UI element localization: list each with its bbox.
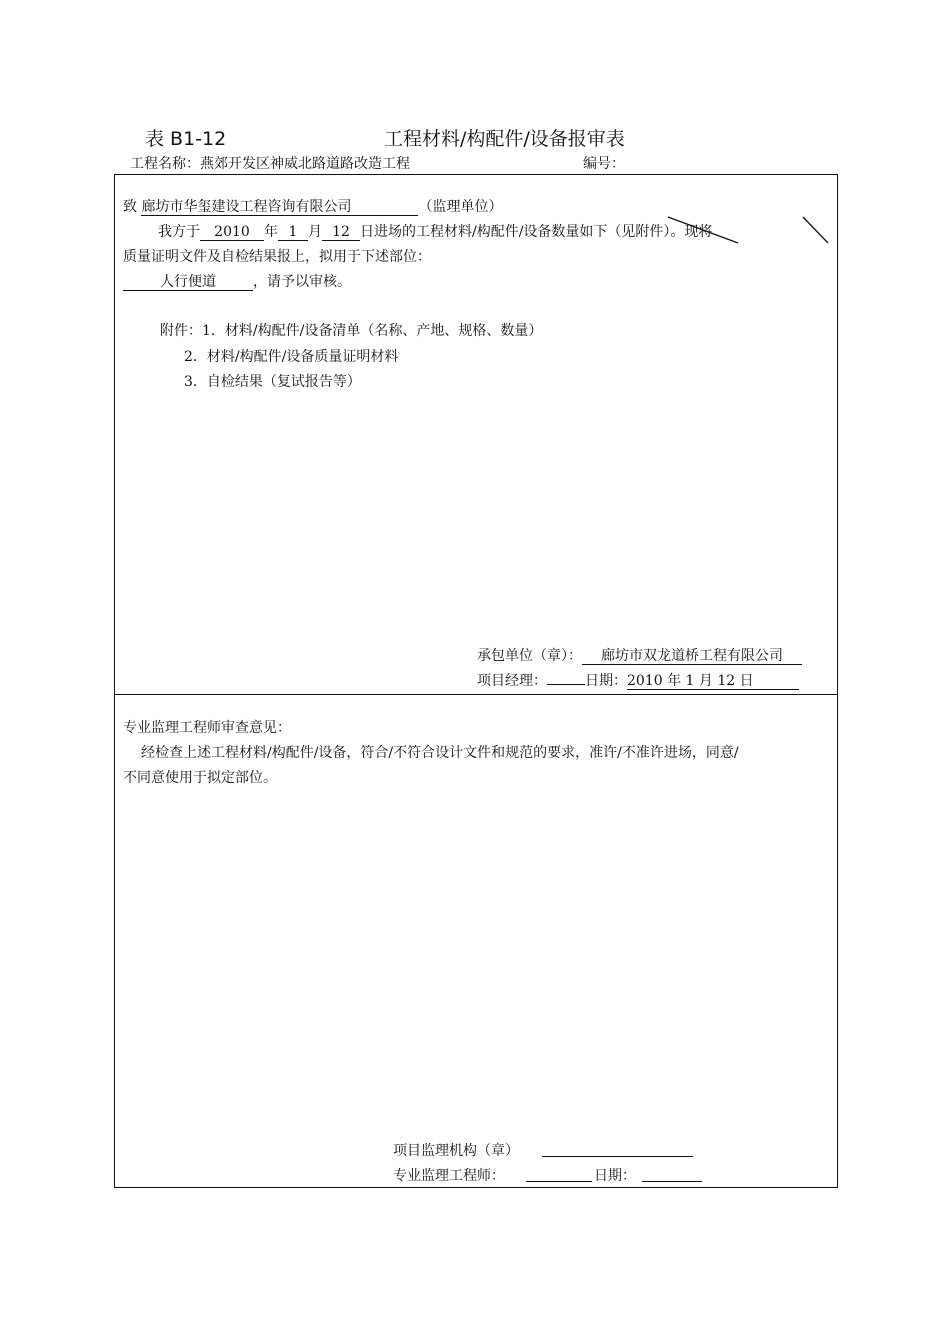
submission-date: 2010 年 1 月 12 日 (627, 674, 799, 690)
location-line (123, 271, 351, 291)
attachment-2: 2．材料/构配件/设备质量证明材料 (184, 349, 399, 365)
org-signature-line (542, 1156, 693, 1157)
manager-label: 项目经理： (477, 673, 547, 689)
number-label: 编号： (583, 156, 625, 172)
year-unit: 年 (264, 224, 278, 240)
entry-day: 12 (322, 225, 360, 241)
strike-marks (660, 212, 835, 246)
contractor-name: 廊坊市双龙道桥工程有限公司 (582, 649, 802, 665)
location-value: 人行便道 (123, 275, 253, 291)
review-text-line1: 经检查上述工程材料/构配件/设备，符合/不符合设计文件和规范的要求，准许/不准许进场，同意/ (141, 745, 739, 761)
project-label: 工程名称： (130, 156, 200, 172)
supervisor-company: 廊坊市华玺建设工程咨询有限公司 (141, 200, 418, 216)
attachment-3: 3．自检结果（复试报告等） (184, 374, 361, 390)
project-name-row (130, 153, 410, 173)
strike-line-1 (668, 217, 738, 243)
engineer-line (393, 1165, 505, 1185)
manager-date-line (477, 670, 799, 690)
date-label: 日期： (585, 673, 627, 689)
attachment-1 (160, 320, 542, 340)
form-title: 工程材料/构配件/设备报审表 (384, 128, 625, 150)
review-title: 专业监理工程师审查意见： (123, 720, 291, 736)
review-date-line (642, 1181, 702, 1182)
month-unit: 月 (308, 224, 322, 240)
form-code: 表 B1-12 (145, 128, 227, 150)
addressee-line (123, 196, 502, 216)
entry-paragraph-line2: 质量证明文件及自检结果报上，拟用于下述部位： (123, 249, 431, 265)
entry-year: 2010 (200, 225, 264, 241)
contractor-line (477, 645, 802, 665)
contractor-label: 承包单位（章）： (477, 648, 582, 664)
strike-line-2 (803, 217, 828, 243)
request-text: ，请予以审核。 (253, 274, 351, 290)
attachment-item: 1．材料/构配件/设备清单（名称、产地、规格、数量） (202, 323, 543, 339)
org-line (393, 1140, 519, 1160)
entry-start: 我方于 (158, 224, 200, 240)
engineer-label: 专业监理工程师： (393, 1168, 505, 1184)
review-text-line2: 不同意使用于拟定部位。 (123, 770, 277, 786)
entry-month: 1 (278, 225, 308, 241)
attach-label: 附件： (160, 323, 202, 339)
org-label: 项目监理机构（章） (393, 1143, 519, 1159)
to-prefix: 致 (123, 199, 137, 215)
review-date-label: 日期： (594, 1168, 636, 1184)
entry-mid-text: 日进场的工程材料/构配件/设备数量如下（见附件）。现将 (360, 224, 713, 240)
project-name: 燕郊开发区神威北路道路改造工程 (200, 156, 410, 172)
entry-paragraph-line1 (158, 221, 712, 241)
manager-signature-line (547, 684, 585, 685)
supervisor-suffix: （监理单位） (418, 199, 503, 215)
engineer-signature-line (526, 1181, 592, 1182)
